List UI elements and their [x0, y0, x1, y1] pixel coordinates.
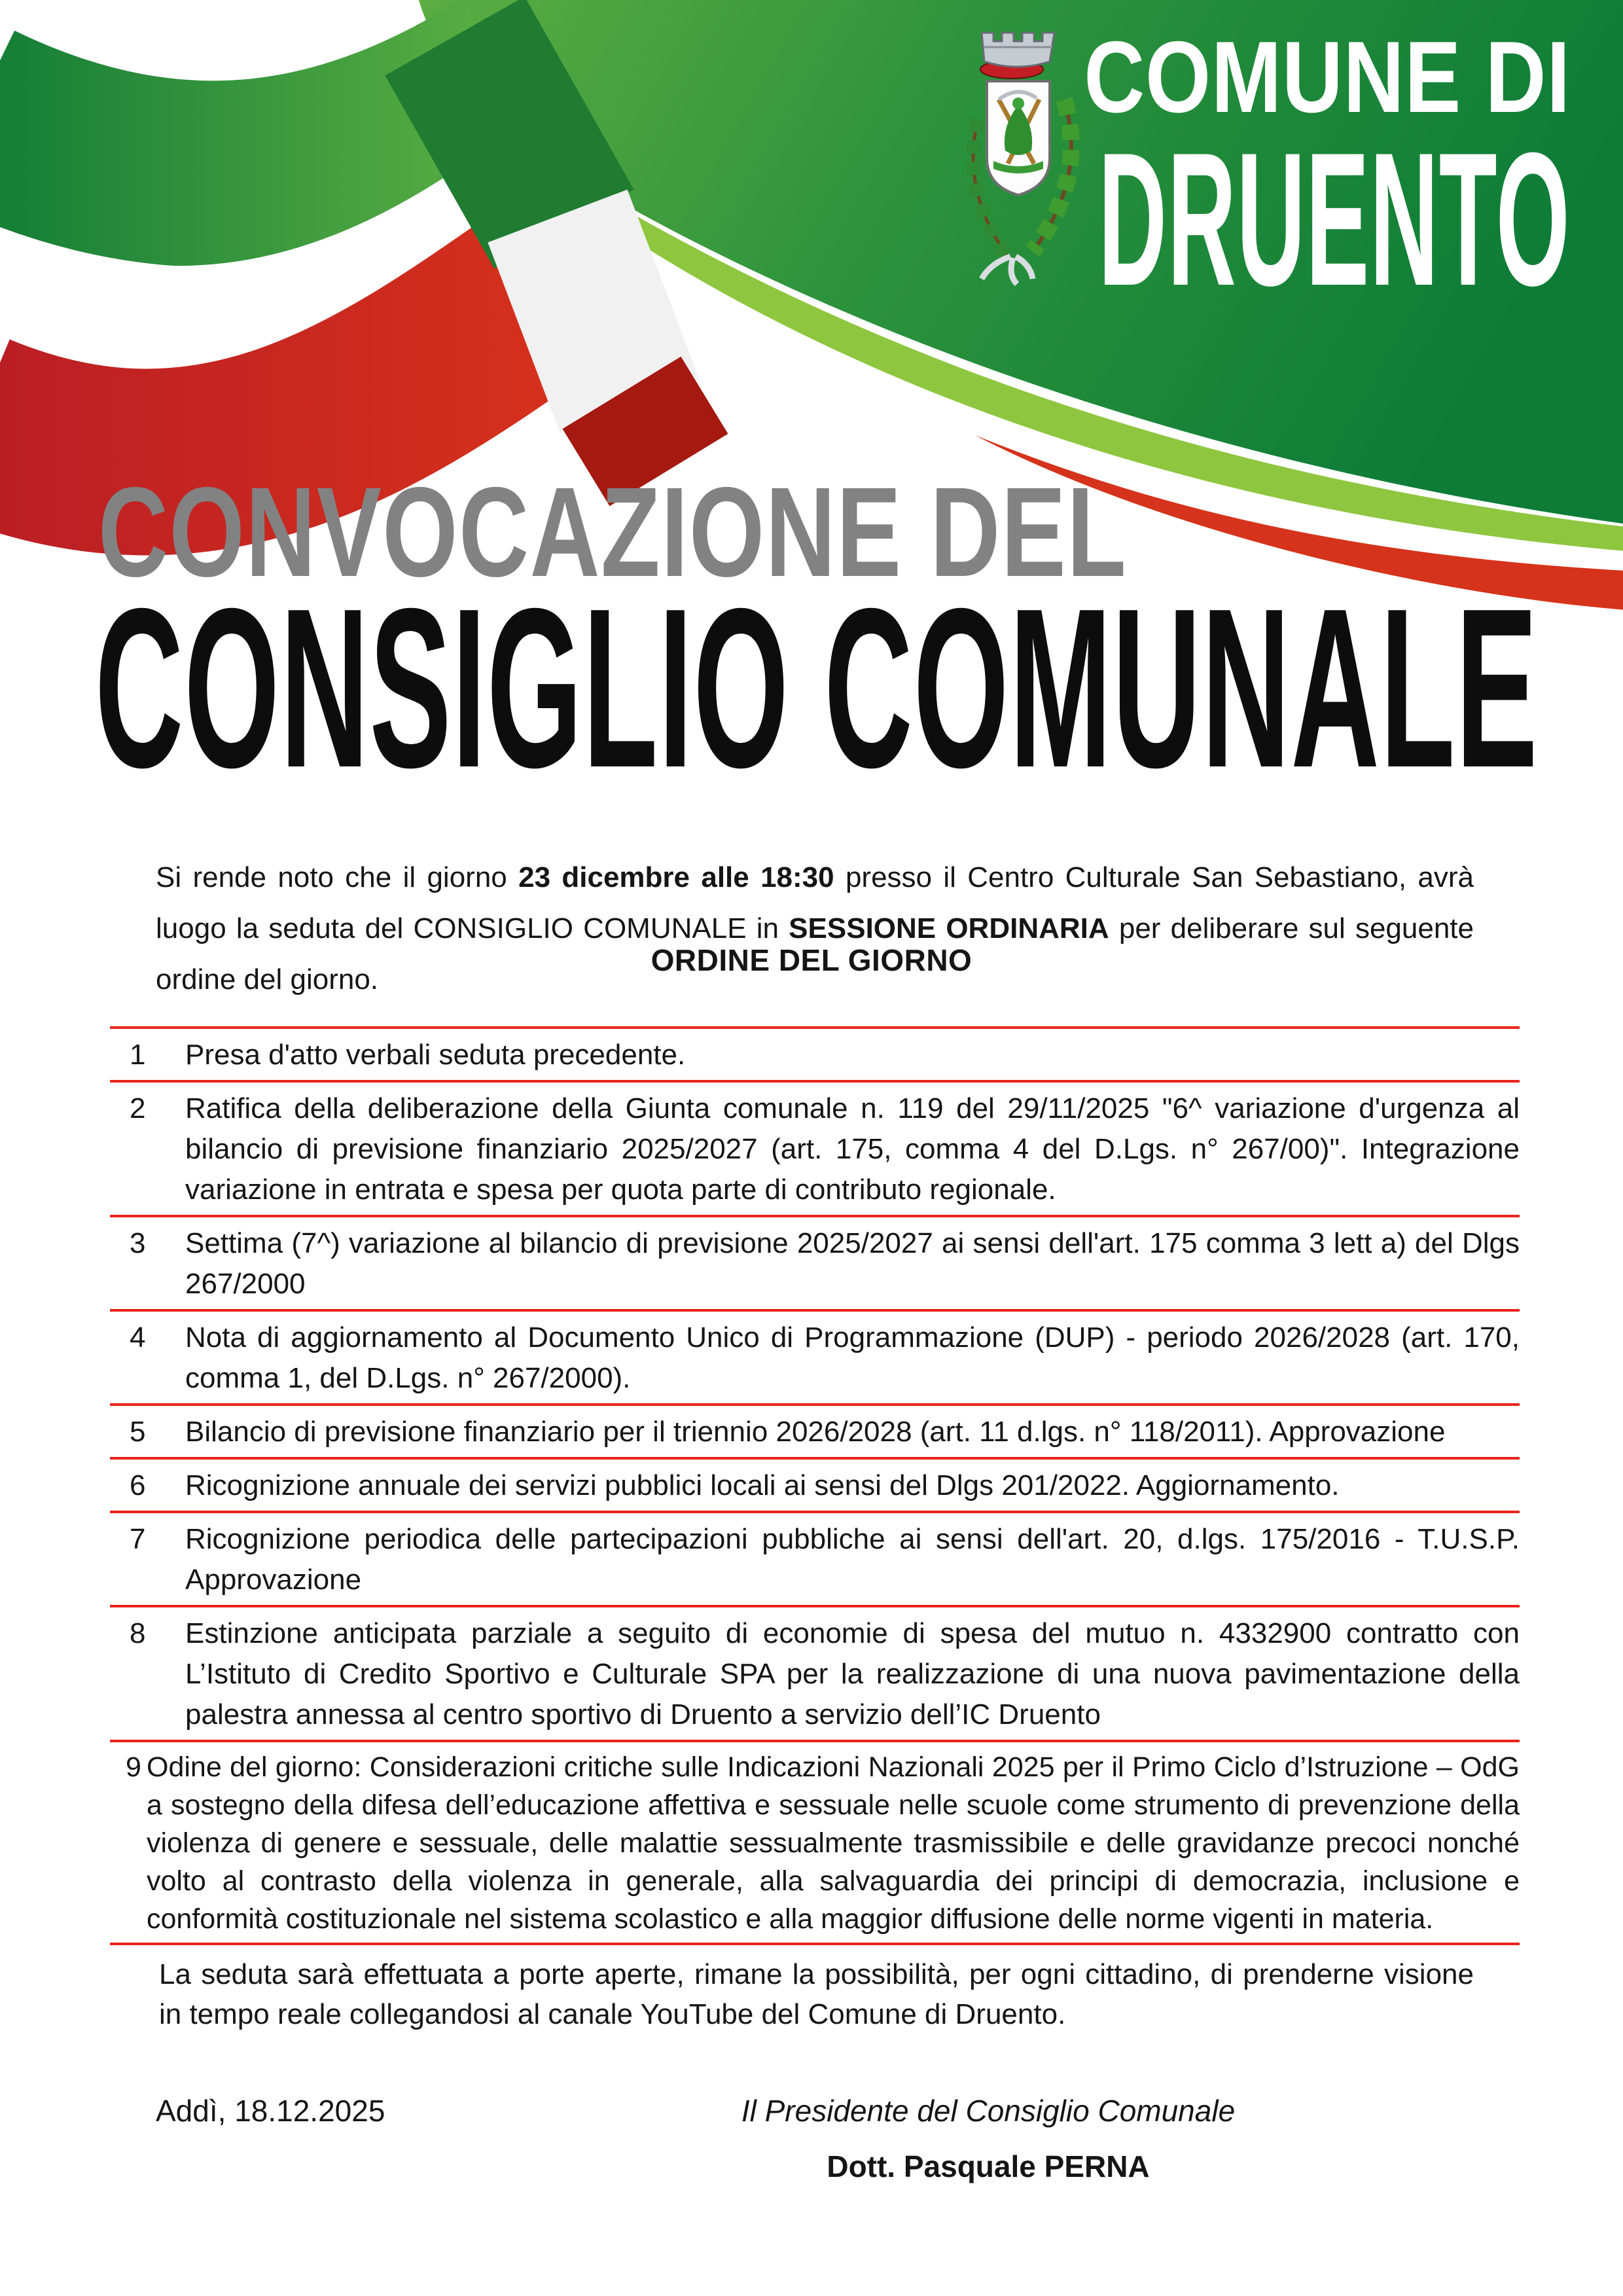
agenda-item-number: 1 [130, 1039, 146, 1071]
agenda-item-text: Odine del giorno: Considerazioni critiche sulle Indicazioni Nazionali 2025 per il Primo Ciclo d’Istruzione – OdG a sostegno della difesa dell’educazione affettiva e sessuale nelle scuole come strumento di prevenzione della violenza di genere e sessuale, delle malattie sessualmente trasmissibile e delle gravidanze precoci nonché volto al contrasto della violenza in generale, alla salvaguardia dei principi di democrazia, inclusione e conformità costituzionale nel sistema scolastico e alla maggior diffusione delle norme vigenti in materia. [147, 1751, 1520, 1935]
closing-wrapper [110, 1943, 1520, 2034]
agenda-item-row [110, 1309, 1520, 1403]
agenda-item-row [110, 1740, 1520, 1943]
agenda-item-text: Estinzione anticipata parziale a seguito di economie di spesa del mutuo n. 4332900 contratto con L’Istituto di Credito Sportivo e Culturale SPA per la realizzazione di una nuova pavimentazione della palestra annessa al centro sportivo di Druento a servizio dell’IC Druento [185, 1617, 1520, 1731]
agenda-item-text: Presa d'atto verbali seduta precedente. [185, 1039, 686, 1071]
agenda-item-text: Settima (7^) variazione al bilancio di previsione 2025/2027 ai sensi dell'art. 175 comma 3 lett a) del Dlgs 267/2000 [185, 1227, 1520, 1300]
president-name: Dott. Pasquale PERNA [827, 2149, 1150, 2184]
intro-part3: per deliberare sul seguente ordine del giorno. [156, 912, 1474, 996]
agenda-item-row [110, 1605, 1520, 1740]
agenda-item-row [110, 1403, 1520, 1457]
closing-paragraph: La seduta sarà effettuata a porte aperte, rimane la possibilità, per ogni cittadino, di prenderne visione in tempo reale collegandosi al canale YouTube del Comune di Druento. [110, 1943, 1520, 2034]
ribbon-fold-red [622, 393, 669, 470]
intro-paragraph [156, 852, 1474, 1005]
president-signature-block [687, 2093, 1289, 2185]
agenda-item-row [110, 1215, 1520, 1309]
intro-part2: presso il Centro Culturale San Sebastiano, avrà luogo la seduta del CONSIGLIO COMUNALE in [156, 861, 1474, 944]
agenda-item-number: 2 [130, 1092, 146, 1124]
agenda-item-number: 5 [130, 1416, 146, 1448]
ribbon-fold-green [455, 36, 564, 229]
ribbon-fold-white [558, 216, 630, 406]
agenda-item-text: Ratifica della deliberazione della Giunta comunale n. 119 del 29/11/2025 "6^ variazione d'urgenza al bilancio di previsione finanziario 2025/2027 (art. 175, comma 4 del D.Lgs. n° 267/00)". Integrazione variazione in entrata e spesa per quota parte di contributo regionale. [185, 1092, 1520, 1206]
intro-bold-session: SESSIONE ORDINARIA [789, 912, 1109, 944]
intro-part1: Si rende noto che il giorno [156, 861, 519, 893]
agenda-item-text: Ricognizione periodica delle partecipazioni pubbliche ai sensi dell'art. 20, d.lgs. 175/2016 - T.U.S.P. Approvazione [185, 1523, 1520, 1596]
municipality-name-line2: DRUENTO [1098, 113, 1571, 325]
intro-bold-date: 23 dicembre alle 18:30 [518, 861, 834, 893]
agenda-list [110, 1026, 1520, 1943]
agenda-item-text: Ricognizione annuale dei servizi pubblici locali ai sensi del Dlgs 201/2022. Aggiornamento. [185, 1469, 1340, 1501]
footer-date: Addì, 18.12.2025 [156, 2094, 385, 2128]
agenda-item-number: 9 [126, 1751, 141, 1783]
president-title: Il Presidente del Consiglio Comunale [741, 2094, 1236, 2128]
agenda-item-row [110, 1080, 1520, 1215]
druento-municipal-coat-of-arms [948, 21, 1097, 288]
agenda-heading: ORDINE DEL GIORNO [651, 943, 972, 977]
agenda-item-row [110, 1511, 1520, 1605]
poster-title-line2: CONSIGLIO COMUNALE [95, 561, 1539, 815]
agenda-item-number: 6 [130, 1469, 146, 1501]
poster-title-line1: CONVOCAZIONE DEL [98, 461, 1128, 603]
agenda-item-text: Nota di aggiornamento al Documento Unico di Programmazione (DUP) - periodo 2026/2028 (art. 170, comma 1, del D.Lgs. n° 267/2000). [185, 1321, 1520, 1394]
agenda-item-number: 8 [130, 1617, 146, 1649]
agenda-item-number: 4 [130, 1321, 146, 1354]
agenda-item-row [110, 1457, 1520, 1511]
municipality-name-line1: COMUNE DI [1084, 20, 1571, 134]
agenda-item-number: 3 [130, 1227, 146, 1259]
agenda-item-text: Bilancio di previsione finanziario per il triennio 2026/2028 (art. 11 d.lgs. n° 118/2011). Approvazione [185, 1416, 1446, 1448]
agenda-item-row [110, 1026, 1520, 1080]
agenda-item-number: 7 [130, 1523, 146, 1555]
